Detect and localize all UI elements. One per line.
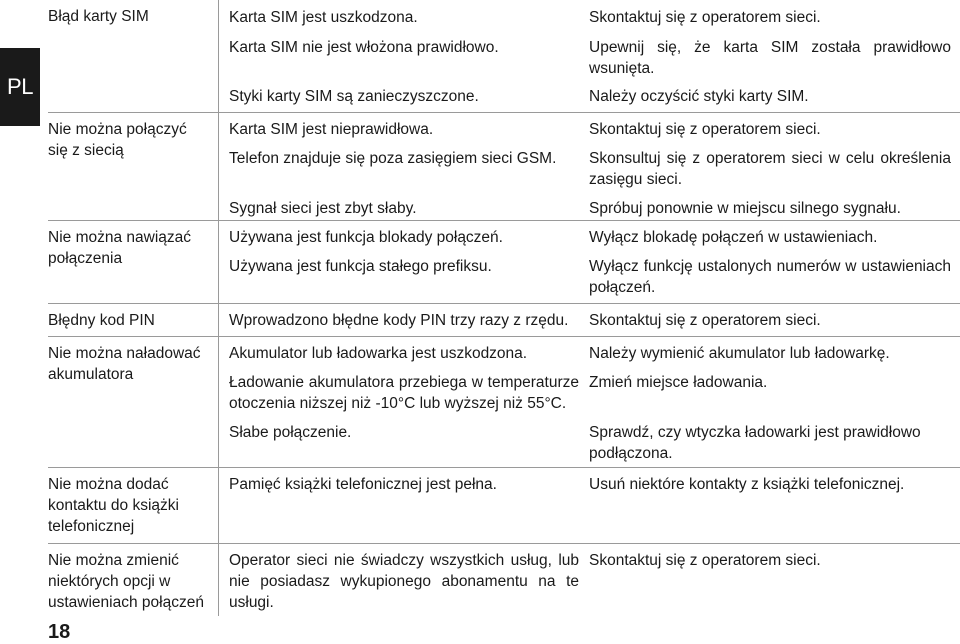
solution-cell: Wyłącz blokadę połączeń w ustawieniach.: [589, 229, 878, 246]
cause-row: [219, 304, 960, 337]
problem-cell: Nie można zmienić niektórych opcji w ustawieniach połączeń: [48, 552, 204, 611]
troubleshooting-table: [48, 0, 960, 616]
table-row: [48, 336, 960, 467]
cause-row: [219, 221, 960, 256]
cause-cell: Wprowadzono błędne kody PIN trzy razy z rzędu.: [229, 312, 569, 329]
cause-row: [219, 337, 960, 372]
cause-row: [219, 468, 960, 501]
solution-cell: Wyłącz funkcję ustalonych numerów w ustawieniach połączeń.: [589, 258, 951, 296]
solution-cell: Upewnij się, że karta SIM została prawidłowo wsunięta.: [589, 39, 951, 77]
cause-row: [219, 113, 960, 148]
cause-cell: Karta SIM jest uszkodzona.: [229, 9, 418, 26]
cause-cell: Używana jest funkcja stałego prefiksu.: [229, 258, 492, 275]
solution-cell: Skontaktuj się z operatorem sieci.: [589, 312, 821, 329]
problem-cell: Nie można dodać kontaktu do książki telefonicznej: [48, 476, 179, 535]
cause-row: [219, 372, 960, 422]
language-code: PL: [7, 74, 33, 99]
solution-cell: Skontaktuj się z operatorem sieci.: [589, 552, 821, 569]
cause-cell: Karta SIM nie jest włożona prawidłowo.: [229, 39, 499, 56]
solution-cell: Spróbuj ponownie w miejscu silnego sygnału.: [589, 200, 901, 217]
problem-cell: Nie można naładować akumulatora: [48, 345, 201, 383]
cause-cell: Operator sieci nie świadczy wszystkich usług, lub nie posiadasz wykupionego abonamentu na te usługi.: [229, 552, 579, 611]
cause-row: [219, 148, 960, 198]
cause-cell: Telefon znajduje się poza zasięgiem sieci GSM.: [229, 150, 557, 167]
table-row: [48, 467, 960, 543]
table-row: [48, 543, 960, 616]
table-row: [48, 220, 960, 303]
cause-cell: Karta SIM jest nieprawidłowa.: [229, 121, 434, 138]
table-row: [48, 303, 960, 336]
cause-cell: Słabe połączenie.: [229, 424, 352, 441]
problem-cell: Nie można nawiązać połączenia: [48, 229, 192, 267]
cause-row: [219, 422, 960, 464]
cause-cell: Używana jest funkcja blokady połączeń.: [229, 229, 503, 246]
problem-cell: Błąd karty SIM: [48, 8, 149, 25]
solution-cell: Skonsultuj się z operatorem sieci w celu określenia zasięgu sieci.: [589, 150, 951, 188]
table-row: [48, 112, 960, 220]
cause-cell: Styki karty SIM są zanieczyszczone.: [229, 88, 479, 105]
solution-cell: Usuń niektóre kontakty z książki telefonicznej.: [589, 476, 905, 493]
page-number: 18: [48, 621, 71, 643]
cause-row: [219, 0, 960, 37]
cause-row: [219, 198, 960, 219]
cause-row: [219, 37, 960, 86]
solution-cell: Sprawdź, czy wtyczka ładowarki jest prawidłowo podłączona.: [589, 424, 921, 462]
cause-row: [219, 86, 960, 107]
solution-cell: Zmień miejsce ładowania.: [589, 374, 768, 391]
solution-cell: Skontaktuj się z operatorem sieci.: [589, 9, 821, 26]
solution-cell: Skontaktuj się z operatorem sieci.: [589, 121, 821, 138]
problem-cell: Błędny kod PIN: [48, 312, 155, 329]
table-row: [48, 0, 960, 112]
cause-cell: Pamięć książki telefonicznej jest pełna.: [229, 476, 497, 493]
language-tab: [0, 48, 40, 126]
cause-cell: Sygnał sieci jest zbyt słaby.: [229, 200, 417, 217]
cause-row: [219, 256, 960, 298]
problem-cell: Nie można połączyć się z siecią: [48, 121, 187, 159]
cause-row: [219, 544, 960, 619]
solution-cell: Należy wymienić akumulator lub ładowarkę.: [589, 345, 890, 362]
cause-cell: Ładowanie akumulatora przebiega w temperaturze otoczenia niższej niż -10°C lub wyższej niż 55°C.: [229, 374, 579, 412]
cause-cell: Akumulator lub ładowarka jest uszkodzona.: [229, 345, 528, 362]
solution-cell: Należy oczyścić styki karty SIM.: [589, 88, 809, 105]
